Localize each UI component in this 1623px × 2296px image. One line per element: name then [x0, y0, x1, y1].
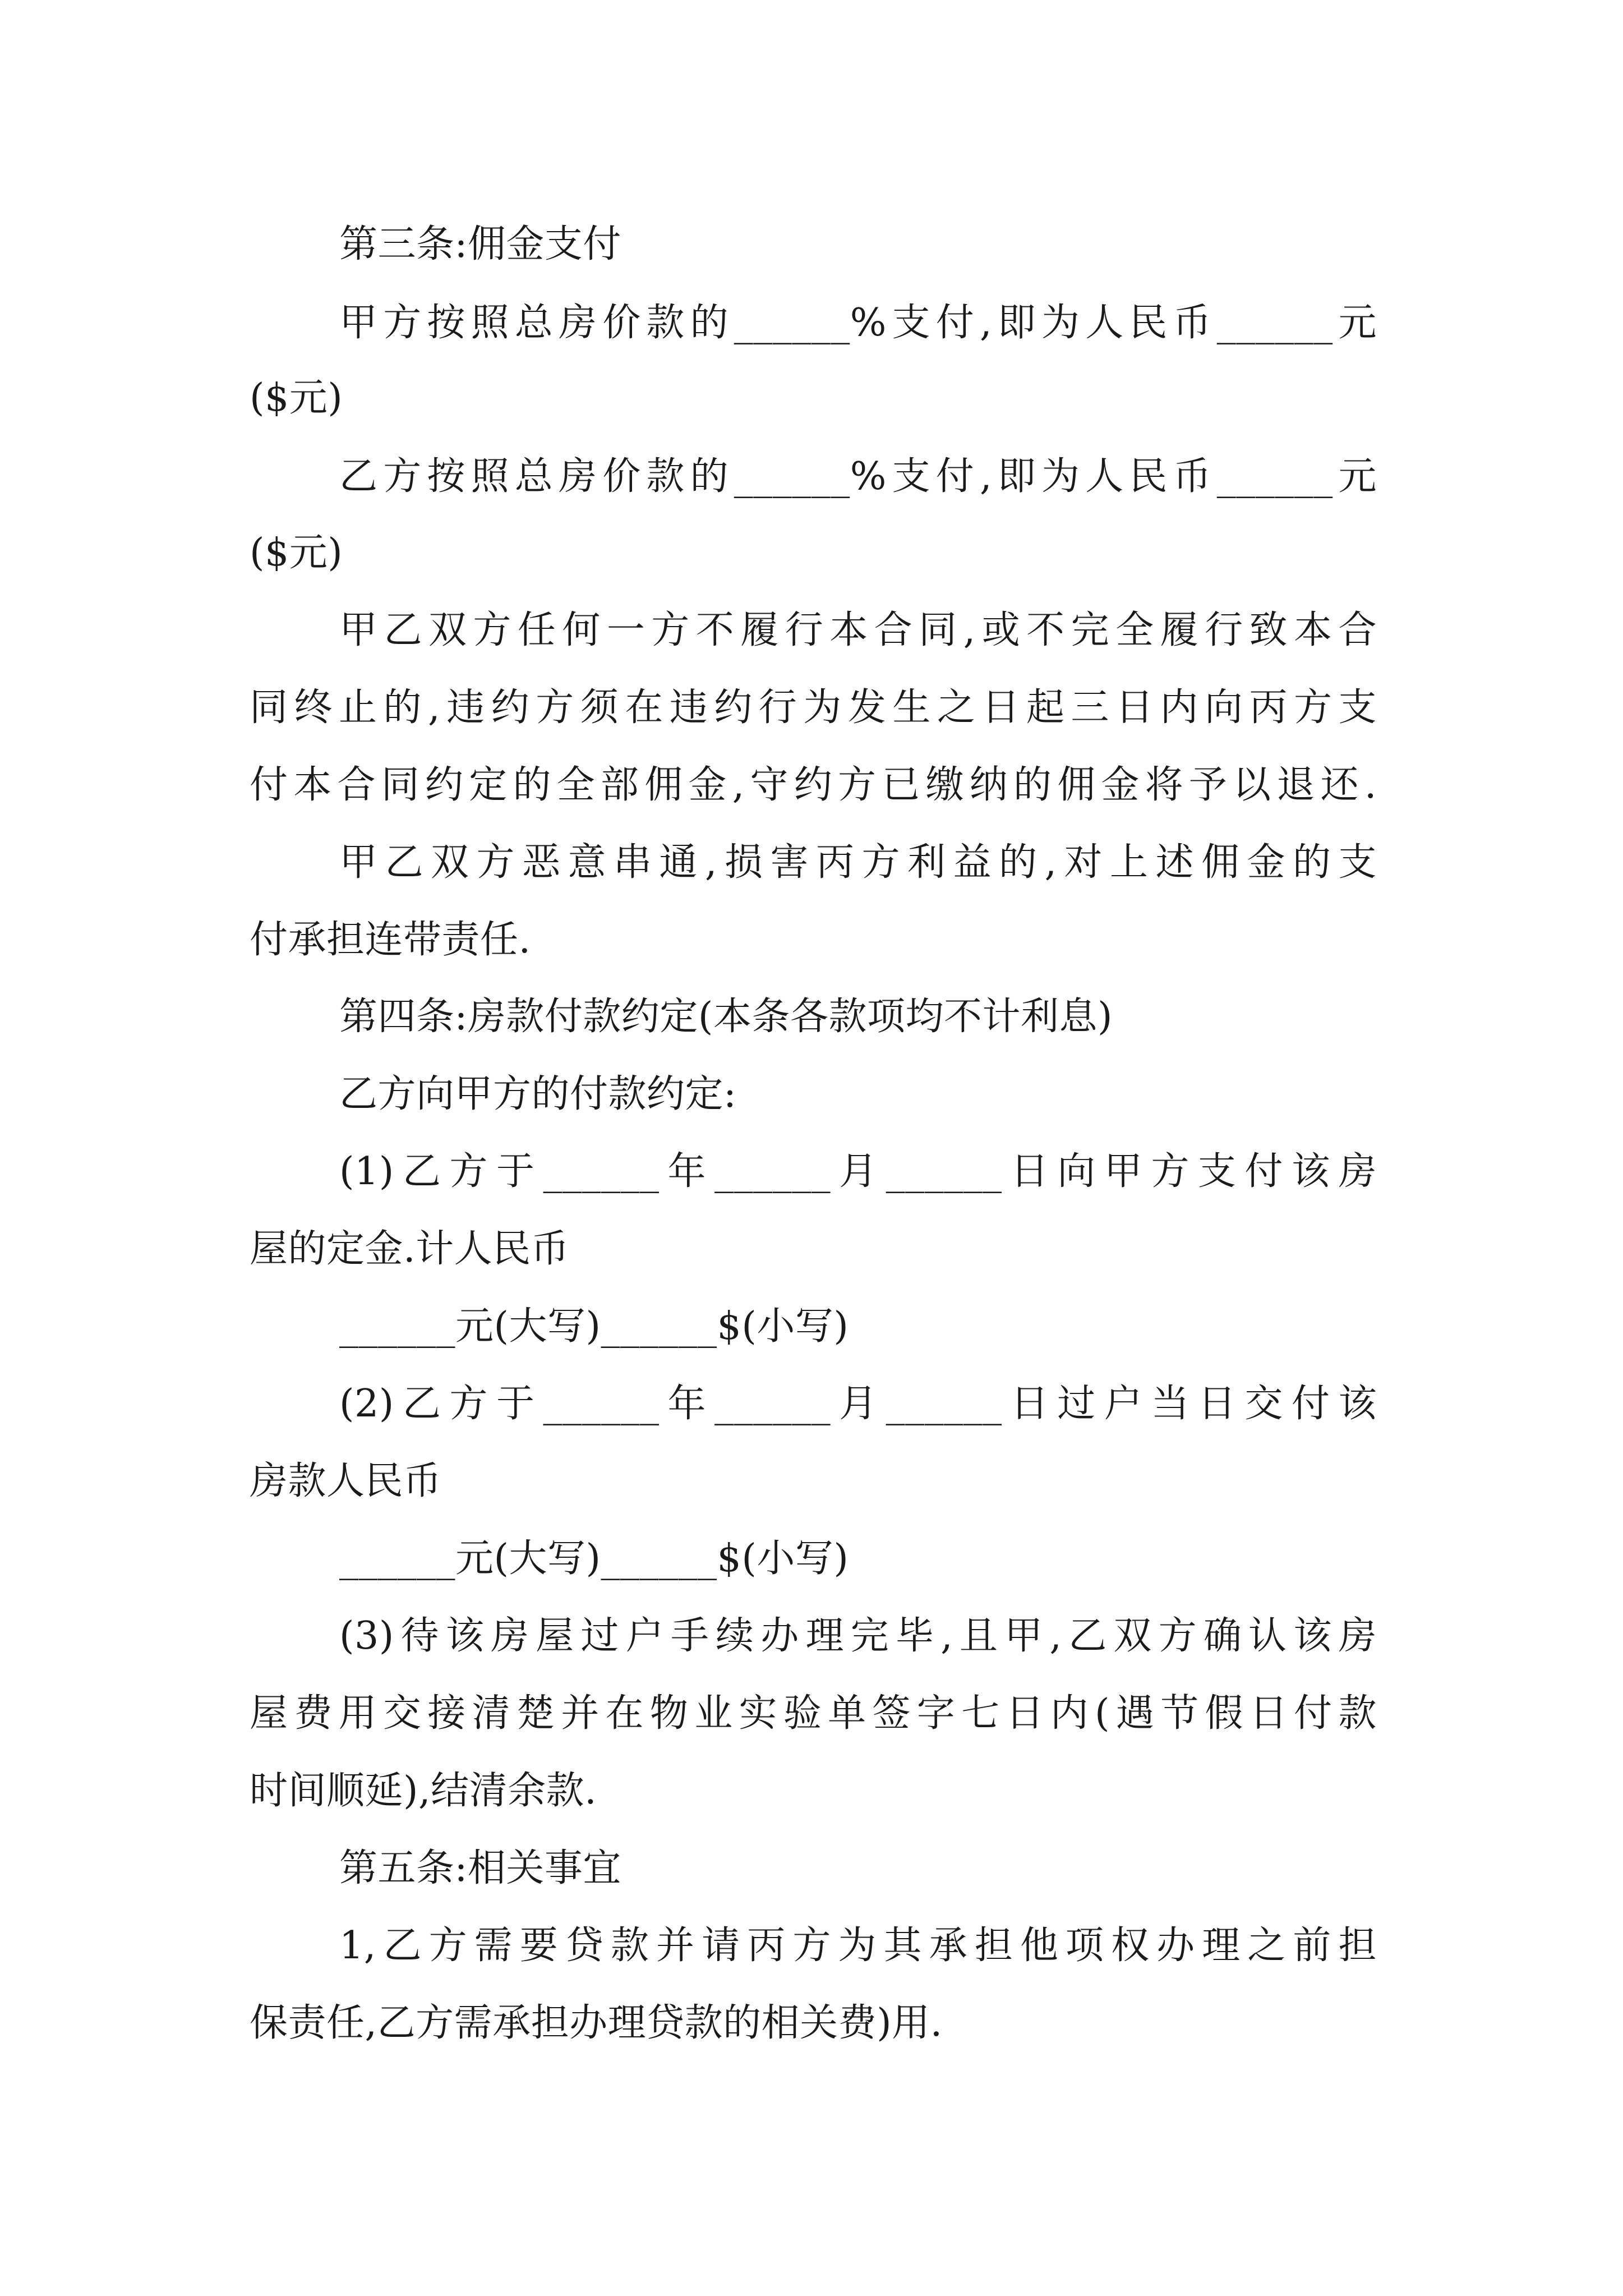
paragraph-line: 付本合同约定的全部佣金,守约方已缴纳的佣金将予以退还. [250, 763, 1377, 807]
paragraph-line: 乙方按照总房价款的______%支付,即为人民币______元 [339, 454, 1377, 499]
paragraph-line: (1)乙方于______年______月______日向甲方支付该房 [339, 1149, 1377, 1194]
paragraph-line: 甲乙双方恶意串通,损害丙方利益的,对上述佣金的支 [339, 840, 1377, 885]
paragraph-line: ______元(大写)______$(小写) [339, 1304, 849, 1349]
paragraph-line: 房款人民币 [250, 1459, 442, 1503]
paragraph-line: ______元(大写)______$(小写) [339, 1536, 849, 1581]
paragraph-line: 同终止的,违约方须在违约行为发生之日起三日内向丙方支 [250, 685, 1377, 730]
paragraph-line: 屋费用交接清楚并在物业实验单签字七日内(遇节假日付款 [250, 1691, 1377, 1736]
paragraph-line: 屋的定金.计人民币 [250, 1227, 570, 1271]
paragraph-line: 甲方按照总房价款的______%支付,即为人民币______元 [339, 301, 1377, 345]
paragraph-line: (2)乙方于______年______月______日过户当日交付该 [339, 1382, 1377, 1426]
article-5-heading: 第五条:相关事宜 [339, 1846, 621, 1890]
paragraph-line: 时间顺延),结清余款. [250, 1769, 597, 1813]
paragraph-line: 乙方向甲方的付款约定: [339, 1072, 737, 1116]
paragraph-line: 甲乙双方任何一方不履行本合同,或不完全履行致本合 [339, 608, 1377, 652]
paragraph-line: 1,乙方需要贷款并请丙方为其承担他项权办理之前担 [339, 1924, 1377, 1968]
paragraph-line: 保责任,乙方需承担办理贷款的相关费)用. [250, 2001, 943, 2045]
paragraph-line: ($元) [250, 531, 343, 575]
paragraph-line: 付承担连带责任. [250, 918, 531, 962]
paragraph-line: (3)待该房屋过户手续办理完毕,且甲,乙双方确认该房 [339, 1614, 1377, 1658]
article-4-heading: 第四条:房款付款约定(本条各款项均不计利息) [339, 995, 1113, 1039]
article-3-heading: 第三条:佣金支付 [339, 222, 621, 266]
paragraph-line: ($元) [250, 376, 343, 420]
